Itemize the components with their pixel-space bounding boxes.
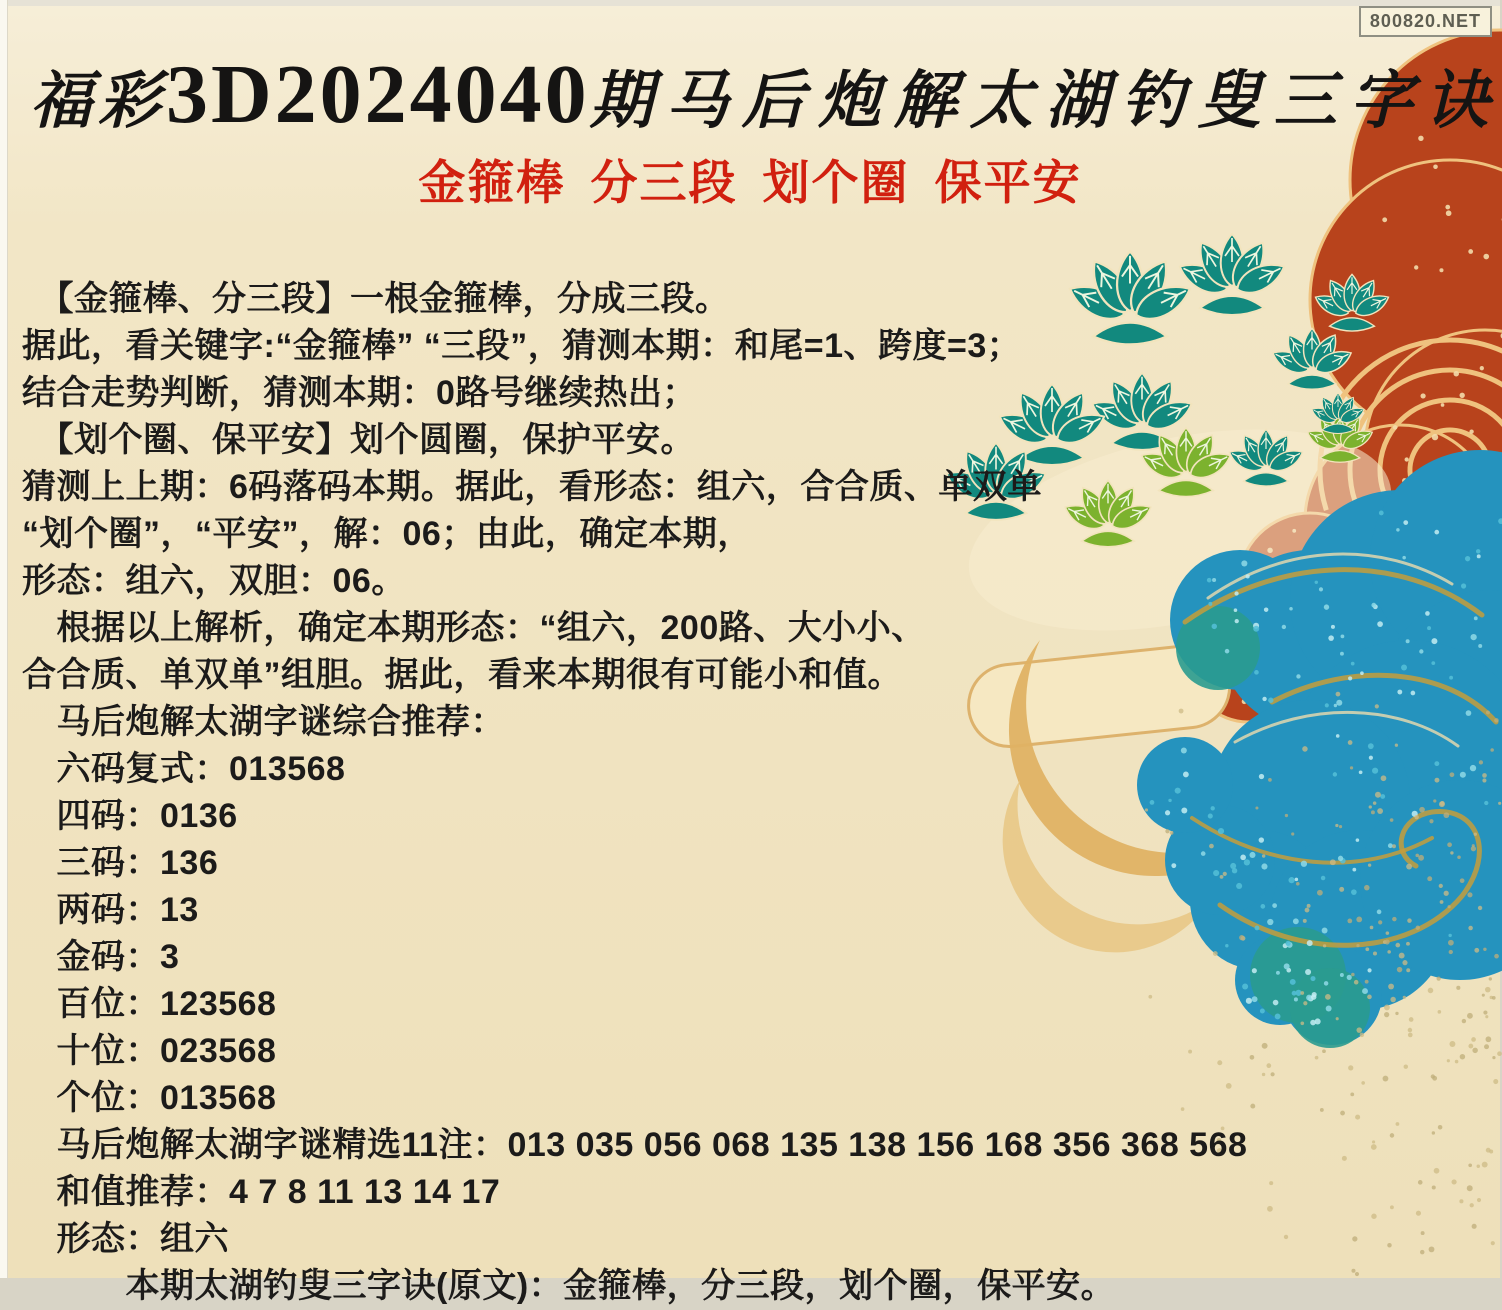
title-issue-number: 3D2024040 bbox=[166, 53, 590, 137]
recommend-form: 形态：组六 bbox=[22, 1216, 1494, 1263]
body-line-7: 形态：组六，双胆：06。 bbox=[22, 558, 1494, 605]
body-line-8: 根据以上解析，确定本期形态：“组六，200路、大小小、 bbox=[22, 605, 1494, 652]
title-suffix: 期马后炮解太湖钓叟三字诀 bbox=[590, 50, 1502, 141]
clipped-bottom-line: 本期太湖钓叟三字诀(原文)：金箍棒，分三段，划个圈，保平安。 bbox=[22, 1263, 1494, 1310]
recommend-four-codes: 四码：0136 bbox=[22, 793, 1494, 840]
recommend-sum-values: 和值推荐：4 7 8 11 13 14 17 bbox=[22, 1169, 1494, 1216]
body-line-3: 结合走势判断，猜测本期：0路号继续热出； bbox=[22, 370, 1494, 417]
recommend-units: 个位：013568 bbox=[22, 1075, 1494, 1122]
recommend-tens: 十位：023568 bbox=[22, 1028, 1494, 1075]
body-line-2: 据此，看关键字:“金箍棒” “三段”，猜测本期：和尾=1、跨度=3； bbox=[22, 323, 1494, 370]
recommend-gold-code: 金码：3 bbox=[22, 934, 1494, 981]
body-line-10: 马后炮解太湖字谜综合推荐： bbox=[22, 699, 1494, 746]
analysis-text-block bbox=[22, 276, 1494, 1310]
recommend-hundreds: 百位：123568 bbox=[22, 981, 1494, 1028]
body-line-4: 【划个圈、保平安】划个圆圈，保护平安。 bbox=[22, 417, 1494, 464]
body-line-5: 猜测上上期：6码落码本期。据此，看形态：组六，合合质、单双单 bbox=[22, 464, 1494, 511]
recommend-six-codes: 六码复式：013568 bbox=[22, 746, 1494, 793]
riddle-subtitle: 金箍棒 分三段 划个圈 保平安 bbox=[0, 146, 1500, 213]
recommend-11-picks: 马后炮解太湖字谜精选11注：013 035 056 068 135 138 156 168 356 368 568 bbox=[22, 1122, 1494, 1169]
body-line-6: “划个圈”，“平安”，解：06；由此，确定本期， bbox=[22, 511, 1494, 558]
watermark-badge: 800820.NET bbox=[1359, 6, 1492, 37]
body-line-1: 【金箍棒、分三段】一根金箍棒，分成三段。 bbox=[22, 276, 1494, 323]
title-prefix: 福彩 bbox=[30, 51, 166, 140]
page-title bbox=[30, 50, 1495, 141]
recommend-two-codes: 两码：13 bbox=[22, 887, 1494, 934]
body-line-9: 合合质、单双单”组胆。据此，看来本期很有可能小和值。 bbox=[22, 652, 1494, 699]
recommend-three-codes: 三码：136 bbox=[22, 840, 1494, 887]
